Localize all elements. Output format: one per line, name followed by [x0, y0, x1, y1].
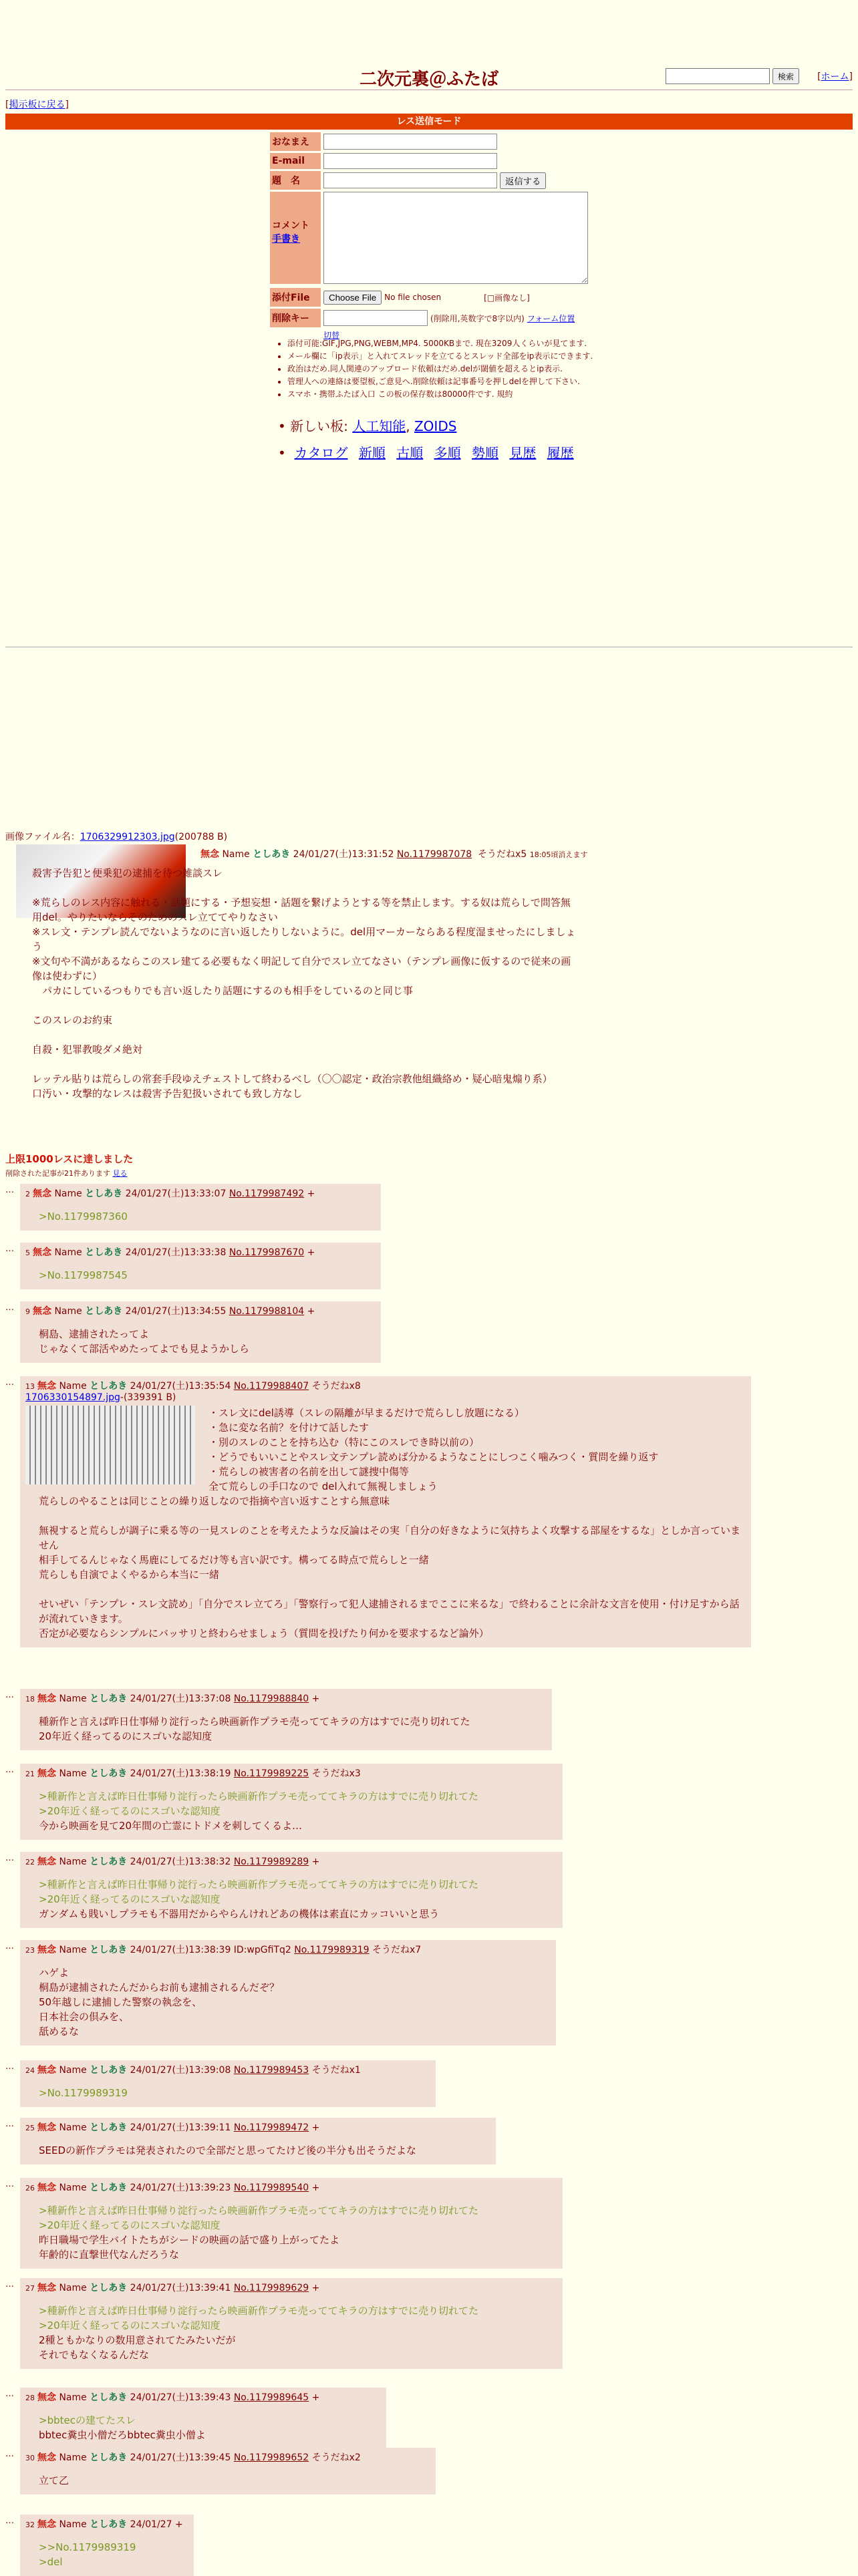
- nav-viewed[interactable]: 見歴: [509, 445, 537, 461]
- reply-post: [5, 1184, 381, 1231]
- text-line: 否定が必要ならシンプルにバッサリと終わらせましょう（質問を投げたり何かを要求するなど論外）: [39, 1627, 489, 1639]
- text-line: SEEDの新作プラモは発表されたので全部だと思ってたけど後の半分も出そうだよな: [39, 2144, 417, 2156]
- reply-subject: 無念: [37, 2392, 56, 2403]
- text-line: 今から映画を見て20年間の亡霊にトドメを刺してくるよ…: [39, 1820, 302, 1832]
- new-board-line: • 新しい板: 人工知能, ZOIDS: [278, 418, 457, 434]
- reply-index: 25: [25, 2124, 35, 2132]
- text-line: 種新作と言えば昨日仕事帰り淀行ったら映画新作プラモ売っててキラの方はすでに売り切れてた: [39, 1716, 470, 1728]
- reply-marker: …: [5, 1244, 14, 1254]
- reply-name: としあき: [90, 1945, 128, 1955]
- reply-datetime: 24/01/27(土)13:34:55: [125, 1306, 227, 1317]
- reply-datetime: 24/01/27(土)13:39:08: [130, 2065, 231, 2076]
- reply-body: [25, 2540, 186, 2569]
- reply-name-prefix: Name: [59, 2065, 87, 2076]
- note-item: • 政治はだめ.同人関連のアップロード依頼はだめ.delが閾値を超えるとip表示.: [287, 363, 608, 374]
- reply-post-number[interactable]: No.1179989540: [233, 2183, 309, 2193]
- file-label: 添付File: [270, 288, 321, 307]
- reply-post: [5, 2278, 563, 2369]
- new-board-link[interactable]: ZOIDS: [414, 418, 457, 434]
- text-line: ・どうでもいいことやスレ文テンプレ読めば分かるようなことにしつこく噛みつく・質問を繰り返す: [208, 1451, 659, 1463]
- reply-plus-button[interactable]: +: [307, 1188, 315, 1199]
- deleted-note-line: [5, 1168, 128, 1178]
- reply-name-prefix: Name: [54, 1247, 82, 1258]
- reply-post: [5, 2388, 386, 2449]
- no-file-text: No file chosen: [384, 293, 442, 302]
- reply-marker: …: [5, 1765, 14, 1775]
- reply-box: [20, 2278, 563, 2369]
- reply-post: [5, 1852, 563, 1928]
- reply-marker: …: [5, 2279, 14, 2289]
- reply-subject: 無念: [37, 2183, 56, 2193]
- reply-subject: 無念: [37, 2065, 56, 2076]
- reply-box: [20, 1764, 563, 1840]
- reply-header: [25, 2120, 488, 2134]
- note-item: • スマホ・携帯ふたば入口 この板の保存数は80000件です. 規約: [287, 389, 608, 399]
- text-line: [39, 1508, 743, 1523]
- text-line: せいぜい「テンプレ・スレ文読め」「自分でスレ立てろ」「警察行って犯人逮捕されるまでここに来るな」で終わることに余計な文言を使用・付け足すから話が流れていきます。: [39, 1598, 740, 1625]
- reply-body: [25, 2086, 428, 2100]
- reply-subject: 無念: [33, 1188, 51, 1199]
- op-header: [200, 847, 587, 860]
- reply-plus-button[interactable]: +: [311, 1694, 320, 1704]
- quote-line: >種新作と言えば昨日仕事帰り淀行ったら映画新作プラモ売っててキラの方はすでに売り切れてた: [39, 2305, 479, 2317]
- reply-soudane[interactable]: そうだねx8: [311, 1381, 361, 1392]
- reply-header: [25, 2281, 555, 2294]
- reply-file-line: [25, 1392, 743, 1403]
- reply-header: [25, 1692, 544, 1705]
- text-line: 2種ともかなりの数用意されてたみたいだが: [39, 2334, 236, 2346]
- reply-post: [5, 1243, 381, 1289]
- reply-body: [25, 2303, 555, 2362]
- comment-label: コメント: [272, 220, 309, 231]
- reply-subject: 無念: [37, 1945, 56, 1955]
- reply-soudane[interactable]: そうだねx3: [311, 1768, 361, 1779]
- nav-many[interactable]: 多順: [434, 445, 461, 461]
- op-datetime: 24/01/27(土)13:31:52: [293, 849, 394, 860]
- quote-line: >del: [39, 2556, 63, 2568]
- text-line: 桐島、逮捕されたってよ: [39, 1328, 150, 1340]
- reply-plus-button[interactable]: +: [307, 1306, 315, 1317]
- reply-index: 24: [25, 2066, 35, 2075]
- op-post-number[interactable]: No.1179987078: [396, 849, 472, 860]
- reply-box: [20, 1940, 556, 2046]
- reply-post-number[interactable]: No.1179989453: [233, 2065, 309, 2076]
- reply-header: [25, 1304, 373, 1317]
- reply-datetime: 24/01/27: [130, 2519, 172, 2530]
- text-line: 相手してるんじゃなく馬鹿にしてるだけ等も言い訳です。構ってる時点で荒らしと一緒: [39, 1554, 429, 1566]
- reply-plus-button[interactable]: +: [311, 2183, 320, 2193]
- reply-index: 23: [25, 1946, 35, 1955]
- text-line: 日本社会の倶みを、: [39, 2011, 130, 2023]
- reply-name: としあき: [90, 2452, 128, 2463]
- reply-soudane[interactable]: そうだねx1: [311, 2065, 361, 2076]
- reply-header: [25, 1379, 743, 1392]
- quote-line: >>No.1179989319: [39, 2541, 136, 2553]
- reply-datetime: 24/01/27(土)13:39:11: [130, 2122, 231, 2133]
- reply-marker: …: [5, 2119, 14, 2129]
- reply-post-number[interactable]: No.1179989319: [294, 1945, 370, 1955]
- reply-post-number[interactable]: No.1179988407: [233, 1381, 309, 1392]
- email-field[interactable]: [323, 153, 497, 169]
- reply-post: [5, 2448, 436, 2494]
- reply-datetime: 24/01/27(土)13:38:32: [130, 1857, 231, 1867]
- reply-index: 26: [25, 2184, 35, 2193]
- reply-header: [25, 2517, 186, 2531]
- name-field[interactable]: [323, 134, 497, 150]
- reply-marker: …: [5, 2062, 14, 2072]
- nav-catalog[interactable]: カタログ: [294, 445, 348, 461]
- reply-marker: …: [5, 2516, 14, 2526]
- text-line: 荒らしのやることは同じことの繰り返しなので指摘や言い返すことすら無意味: [39, 1495, 390, 1507]
- reply-post-number[interactable]: No.1179989225: [233, 1768, 309, 1779]
- board-notes: [278, 338, 608, 401]
- text-line: ・荒らしの被害者の名前を出して謎捜中傷等: [208, 1466, 410, 1478]
- reply-name-prefix: Name: [59, 1768, 87, 1779]
- switch-link[interactable]: 切替: [323, 331, 340, 340]
- home-link[interactable]: ホーム: [821, 71, 849, 82]
- reply-body: [25, 1209, 373, 1224]
- reply-name-prefix: Name: [59, 2183, 87, 2193]
- reply-subject: 無念: [37, 1857, 56, 1867]
- reply-plus-button[interactable]: +: [311, 1857, 320, 1867]
- nav-old[interactable]: 古順: [396, 445, 424, 461]
- reply-name-prefix: Name: [59, 1945, 87, 1955]
- nav-momentum[interactable]: 勢順: [471, 445, 498, 461]
- text-line: 無視すると荒らしが調子に乗る等の一見スレのことを考えたような反論はその実「自分の好きなように気持ちよく攻撃する部屋をするな」としか言っていません: [39, 1524, 741, 1551]
- reply-datetime: 24/01/27(土)13:39:45: [130, 2452, 231, 2463]
- deleted-view-link[interactable]: 見る: [112, 1169, 128, 1178]
- reply-index: 27: [25, 2284, 35, 2293]
- reply-header: [25, 1186, 373, 1200]
- reply-subject: 無念: [37, 1768, 56, 1779]
- home-link-wrap: [ホーム]: [817, 71, 853, 82]
- reply-datetime: 24/01/27(土)13:35:54: [130, 1381, 231, 1392]
- delkey-label: 削除キー: [270, 309, 321, 327]
- reply-index: 5: [25, 1249, 30, 1257]
- reply-index: 22: [25, 1858, 35, 1867]
- reply-post: [5, 1764, 563, 1840]
- email-label: E-mail: [270, 153, 321, 169]
- reply-subject: 無念: [33, 1247, 51, 1258]
- reply-box: [20, 2118, 496, 2164]
- quote-line: >20年近く経ってるのにスゴいな認知度: [39, 1893, 221, 1905]
- note-item: • 添付可能:GIF,JPG,PNG,WEBM,MP4. 5000KBまで. 現在3209人くらいが見てます.: [287, 338, 608, 349]
- quote-line: >種新作と言えば昨日仕事帰り淀行ったら映画新作プラモ売っててキラの方はすでに売り切れてた: [39, 2205, 479, 2217]
- reply-datetime: 24/01/27(土)13:39:43: [130, 2392, 231, 2403]
- reply-datetime: 24/01/27(土)13:39:41: [130, 2283, 231, 2293]
- reply-plus-button[interactable]: +: [311, 2392, 320, 2403]
- reply-box: [20, 1243, 381, 1289]
- reply-name: としあき: [85, 1247, 123, 1258]
- reply-subject: 無念: [37, 2283, 56, 2293]
- op-body: 殺害予告犯と便乗犯の逮捕を待つ雑談スレ ※荒らしのレス内容に触れる・話題にする・予想妄想・話題を繋げようとする等を禁止します。する奴は荒らしで問答無用del。やりたいならそのためのスレ立ててやりなさい ※スレ文・テンプレ読んでないようなのに言い返したりしないように。del用マーカーならある程度湿ませったにしましょう ※文句や不満があるならこのスレ建てる必要もなく明記して自分でスレ立てなさい（テンプレ画像に仮するので従来の画像は使わずに） パカにしているつもりでも言い返したり話題にするのも相手をしているのと同じ事 このスレのお約束 自殺・犯罪教唆ダメ絶対 レッテル貼りは荒らしの常套手段ゆえチェストして終わるべし（〇〇認定・政治宗教他組織絡め・疑心暗鬼煽り系） 口汚い・攻撃的なレスは殺害予告犯扱いされても致し方なし: [32, 867, 576, 1100]
- reply-name: としあき: [90, 2122, 128, 2133]
- reply-name: としあき: [90, 1381, 128, 1392]
- quote-line: >No.1179987360: [39, 1211, 128, 1223]
- reply-subject: 無念: [37, 2122, 56, 2133]
- subject-field[interactable]: [323, 172, 497, 188]
- reply-body: [25, 2203, 555, 2262]
- reply-post: [5, 2060, 436, 2107]
- reply-mode-bar: レス送信モード: [5, 114, 853, 130]
- text-line: 舐めるな: [39, 2026, 80, 2038]
- quote-line: >No.1179989319: [39, 2087, 128, 2099]
- reply-post-number[interactable]: No.1179989289: [233, 1857, 309, 1867]
- reply-header: [25, 2450, 428, 2464]
- reply-name: としあき: [90, 2519, 128, 2530]
- new-board-label: 新しい板:: [290, 418, 348, 434]
- post-form: [270, 132, 588, 341]
- op-file-link[interactable]: 1706329912303.jpg: [80, 832, 175, 842]
- reply-header: [25, 2181, 555, 2194]
- reply-plus-button[interactable]: +: [311, 2122, 320, 2133]
- text-line: 荒らしも自演でよくやるから本当に一緒: [39, 1569, 220, 1581]
- reply-soudane[interactable]: そうだねx2: [311, 2452, 361, 2463]
- reply-name: としあき: [85, 1188, 123, 1199]
- reply-header: [25, 2063, 428, 2076]
- reply-post: [5, 2515, 194, 2576]
- reply-subject: 無念: [37, 2452, 56, 2463]
- reply-box: [20, 1376, 751, 1647]
- quote-line: >bbtecの建てたスレ: [39, 2414, 136, 2426]
- reply-post-number[interactable]: No.1179988840: [233, 1694, 309, 1704]
- nav-new[interactable]: 新順: [358, 445, 386, 461]
- reply-name: としあき: [90, 2283, 128, 2293]
- reply-index: 9: [25, 1307, 30, 1316]
- reply-datetime: 24/01/27(土)13:38:39 ID:wpGfiTq2: [130, 1945, 291, 1955]
- reply-marker: …: [5, 1303, 14, 1313]
- text-line: それでもなくなるんだな: [39, 2349, 150, 2361]
- reply-soudane[interactable]: そうだねx7: [372, 1945, 422, 1955]
- search-button[interactable]: 検索: [772, 68, 799, 84]
- no-image-checkbox[interactable]: [□画像なし]: [484, 293, 530, 303]
- handwrite-link[interactable]: 手書き: [272, 234, 300, 245]
- text-line: bbtec糞虫小僧だろbbtec糞虫小僧よ: [39, 2429, 206, 2441]
- reply-name: としあき: [90, 1768, 128, 1779]
- reply-marker: …: [5, 2389, 14, 2399]
- op-soudane[interactable]: そうだねx5: [478, 849, 527, 860]
- text-line: 桐島が逮捕されたんだからお前も逮捕されるんだぞ？: [39, 1981, 280, 1993]
- reply-post-number[interactable]: No.1179989645: [233, 2392, 309, 2403]
- reply-index: 18: [25, 1695, 35, 1704]
- text-line: ・スレ文にdel誘導（スレの隔離が早まるだけで荒らしし放題になる）: [208, 1407, 525, 1419]
- reply-name-prefix: Name: [59, 2283, 87, 2293]
- quote-line: >種新作と言えば昨日仕事帰り淀行ったら映画新作プラモ売っててキラの方はすでに売り切れてた: [39, 1879, 479, 1891]
- quote-line: >No.1179987545: [39, 1269, 128, 1281]
- reply-marker: …: [5, 1941, 14, 1951]
- reply-marker: …: [5, 1378, 14, 1388]
- op-name-prefix: Name: [222, 849, 250, 860]
- reply-subject: 無念: [37, 2519, 56, 2530]
- reply-name-prefix: Name: [59, 2452, 87, 2463]
- reply-body: [25, 1877, 555, 1921]
- reply-file-link[interactable]: 1706330154897.jpg: [25, 1392, 120, 1403]
- reply-plus-button[interactable]: +: [307, 1247, 315, 1258]
- reply-post-number[interactable]: No.1179987492: [229, 1188, 305, 1199]
- reply-header: [25, 1943, 548, 1956]
- catalog-nav: • カタログ 新順 古順 多順 勢順 見歴 履歴: [278, 445, 574, 461]
- reply-plus-button[interactable]: +: [311, 2283, 320, 2293]
- reply-body: [25, 2413, 378, 2442]
- op-subject: 無念: [200, 849, 219, 860]
- reply-post: [5, 2118, 496, 2164]
- reply-marker: …: [5, 1690, 14, 1700]
- reply-box: [20, 2060, 436, 2107]
- reply-box: [20, 1301, 381, 1363]
- op-file-label: 画像ファイル名：: [5, 832, 80, 842]
- reply-datetime: 24/01/27(土)13:33:07: [125, 1188, 227, 1199]
- reply-marker: …: [5, 2449, 14, 2459]
- reply-file-size: -(339391 B): [120, 1392, 176, 1403]
- back-to-board-link[interactable]: 掲示板に戻る: [9, 100, 65, 110]
- reply-index: 13: [25, 1382, 35, 1391]
- reply-name: としあき: [90, 1857, 128, 1867]
- reply-body: [25, 2143, 488, 2158]
- back-link-wrap: [掲示板に戻る]: [5, 100, 69, 110]
- reply-body: [25, 2473, 428, 2488]
- reply-post-number[interactable]: No.1179987670: [229, 1247, 305, 1258]
- reply-body: [25, 1789, 555, 1833]
- text-line: 50年越しに逮捕した警察の執念を、: [39, 1996, 202, 2008]
- text-line: 立て乙: [39, 2474, 69, 2486]
- search-input[interactable]: [666, 68, 770, 84]
- note-item: • 管理人への連絡は要望板,ご意見へ.削除依頼は記事番号を押しdelを押して下さい.: [287, 376, 608, 387]
- reply-box: [20, 2448, 436, 2494]
- reply-header: [25, 1855, 555, 1868]
- subject-label: 題 名: [270, 171, 321, 190]
- comment-label-cell: [270, 192, 321, 284]
- text-line: じゃなくて部活やめたってよでも見ようかしら: [39, 1343, 250, 1355]
- reply-post-number[interactable]: No.1179988104: [229, 1306, 305, 1317]
- reply-index: 32: [25, 2521, 35, 2529]
- reply-name: としあき: [90, 2183, 128, 2193]
- name-label: おなまえ: [270, 132, 321, 151]
- reply-name-prefix: Name: [54, 1306, 82, 1317]
- reply-index: 2: [25, 1190, 30, 1198]
- reply-datetime: 24/01/27(土)13:37:08: [130, 1694, 231, 1704]
- reply-post-number[interactable]: No.1179989472: [233, 2122, 309, 2133]
- nav-history[interactable]: 履歴: [547, 445, 574, 461]
- reply-box: [20, 2178, 563, 2269]
- choose-file-button[interactable]: Choose File: [323, 291, 382, 305]
- op-expire: 18:05頃消えます: [529, 850, 588, 859]
- reply-post: [5, 1301, 381, 1363]
- delkey-field[interactable]: [323, 310, 428, 326]
- reply-name: としあき: [90, 1694, 128, 1704]
- reply-subject: 無念: [33, 1306, 51, 1317]
- reply-name: としあき: [90, 2065, 128, 2076]
- reply-body: [25, 1327, 373, 1356]
- op-file-size: (200788 B): [174, 832, 228, 842]
- reply-marker: …: [5, 1185, 14, 1195]
- text-line: 昨日職場で学生バイトたちがシードの映画の話で盛り上がってたよ: [39, 2234, 340, 2246]
- form-position-link[interactable]: フォーム位置: [527, 313, 575, 323]
- reply-marker: …: [5, 2179, 14, 2189]
- reply-index: 30: [25, 2454, 35, 2462]
- text-line: ・別のスレのことを持ち込む（特にこのスレでき時以前の）: [208, 1436, 480, 1448]
- reply-name-prefix: Name: [59, 1381, 87, 1392]
- quote-line: >種新作と言えば昨日仕事帰り淀行ったら映画新作プラモ売っててキラの方はすでに売り切れてた: [39, 1790, 479, 1802]
- text-line: ・急に変な名前？を付けて話したす: [208, 1422, 370, 1434]
- quote-line: >20年近く経ってるのにスゴいな認知度: [39, 2319, 221, 2331]
- reply-post: [5, 1689, 552, 1750]
- note-item: • メール欄に「ip表示」と入れてスレッドを立てるとスレッド全部をip表示にできます.: [287, 351, 608, 361]
- reply-datetime: 24/01/27(土)13:33:38: [125, 1247, 227, 1258]
- reply-name-prefix: Name: [59, 1857, 87, 1867]
- reply-box: [20, 2515, 194, 2576]
- reply-name-prefix: Name: [54, 1188, 82, 1199]
- reply-subject: 無念: [37, 1381, 56, 1392]
- limit-message: 上限1000レスに達しました: [5, 1153, 134, 1165]
- reply-marker: …: [5, 1853, 14, 1863]
- reply-index: 28: [25, 2394, 35, 2402]
- reply-name-prefix: Name: [59, 2122, 87, 2133]
- site-title: 二次元裏＠ふたば: [359, 69, 498, 90]
- quote-line: >20年近く経ってるのにスゴいな認知度: [39, 1805, 221, 1817]
- reply-body: [25, 1965, 548, 2039]
- deleted-note: 削除された記事が21件あります: [5, 1169, 110, 1178]
- text-line: 年齢的に直撃世代なんだろうな: [39, 2249, 180, 2261]
- header-search: [666, 68, 799, 84]
- reply-plus-button[interactable]: +: [175, 2519, 183, 2530]
- reply-post: [5, 1940, 556, 2046]
- reply-post-number[interactable]: No.1179989652: [233, 2452, 309, 2463]
- reply-header: [25, 1245, 373, 1259]
- quote-line: >20年近く経ってるのにスゴいな認知度: [39, 2219, 221, 2231]
- text-line: 全て荒らしの手口なので del入れて無視しましょう: [208, 1480, 438, 1492]
- reply-post: [5, 2178, 563, 2269]
- reply-box: [20, 1852, 563, 1928]
- op-file-line: [5, 830, 227, 843]
- reply-post: [5, 1376, 751, 1647]
- comment-field[interactable]: [323, 192, 588, 284]
- text-line: ガンダムも賎いしプラモも不器用だからやらんけれどあの機体は素直にカッコいいと思う: [39, 1908, 440, 1920]
- reply-box: [20, 1184, 381, 1231]
- text-line: ハゲよ: [39, 1967, 69, 1979]
- reply-name-prefix: Name: [59, 2392, 87, 2403]
- reply-body: [25, 1714, 544, 1744]
- reply-box: [20, 2388, 386, 2449]
- text-line: [39, 1582, 743, 1597]
- reply-index: 21: [25, 1770, 35, 1778]
- reply-datetime: 24/01/27(土)13:38:19: [130, 1768, 231, 1779]
- delkey-note: (削除用,英数字で8字以内): [430, 313, 525, 323]
- reply-name: としあき: [85, 1306, 123, 1317]
- text-line: 20年近く経ってるのにスゴいな認知度: [39, 1730, 212, 1742]
- reply-name-prefix: Name: [59, 2519, 87, 2530]
- reply-datetime: 24/01/27(土)13:39:23: [130, 2183, 231, 2193]
- new-board-link[interactable]: 人工知能: [352, 418, 406, 434]
- reply-header: [25, 2390, 378, 2404]
- reply-name-prefix: Name: [59, 1694, 87, 1704]
- reply-subject: 無念: [37, 1694, 56, 1704]
- reply-post-number[interactable]: No.1179989629: [233, 2283, 309, 2293]
- reply-box: [20, 1689, 552, 1750]
- reply-body: [25, 1268, 373, 1283]
- submit-button[interactable]: 返信する: [500, 172, 546, 189]
- op-name: としあき: [253, 849, 291, 860]
- reply-header: [25, 1766, 555, 1780]
- reply-name: としあき: [90, 2392, 128, 2403]
- reply-thumbnail[interactable]: [25, 1406, 195, 1484]
